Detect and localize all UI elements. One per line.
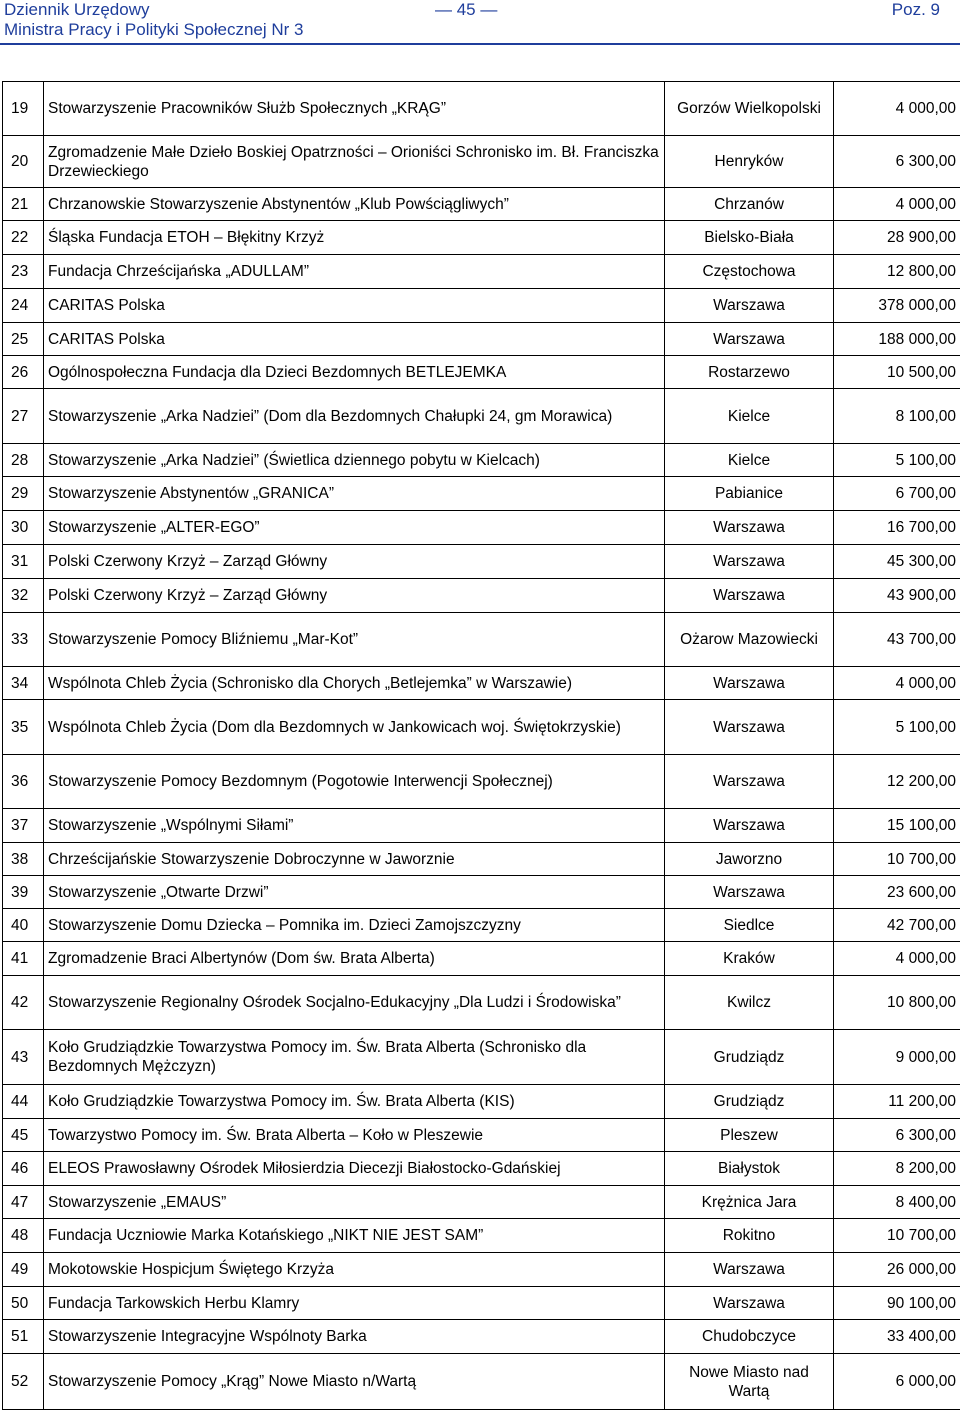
- table-row: [3, 667, 960, 700]
- city: Grudziądz: [665, 1030, 834, 1085]
- city: Warszawa: [665, 1253, 834, 1287]
- organization-name: Stowarzyszenie „Otwarte Drzwi”: [44, 876, 665, 909]
- city: Pleszew: [665, 1119, 834, 1152]
- city: Częstochowa: [665, 255, 834, 289]
- row-number: 48: [3, 1219, 44, 1253]
- amount: 188 000,00: [834, 323, 960, 356]
- amount: 90 100,00: [834, 1287, 960, 1320]
- table-row: [3, 809, 960, 843]
- organization-name: Koło Grudziądzkie Towarzystwa Pomocy im. Św. Brata Alberta (Schronisko dla Bezdomnych Mężczyzn): [44, 1030, 665, 1085]
- organization-name: Stowarzyszenie „Arka Nadziei” (Dom dla Bezdomnych Chałupki 24, gm Morawica): [44, 389, 665, 444]
- city: Kielce: [665, 444, 834, 477]
- row-number: 47: [3, 1186, 44, 1219]
- amount: 11 200,00: [834, 1085, 960, 1119]
- organization-name: Mokotowskie Hospicjum Świętego Krzyża: [44, 1253, 665, 1287]
- table-row: [3, 511, 960, 545]
- table-row: [3, 1219, 960, 1253]
- row-number: 24: [3, 289, 44, 323]
- row-number: 25: [3, 323, 44, 356]
- amount: 26 000,00: [834, 1253, 960, 1287]
- amount: 45 300,00: [834, 545, 960, 579]
- table-row: [3, 976, 960, 1030]
- page-header: [0, 0, 960, 44]
- table-row: [3, 1030, 960, 1085]
- table-row: [3, 82, 960, 136]
- city: Bielsko-Biała: [665, 221, 834, 255]
- organizations-table: [2, 81, 960, 1410]
- city: Henryków: [665, 136, 834, 188]
- table-row: [3, 323, 960, 356]
- organization-name: Wspólnota Chleb Życia (Dom dla Bezdomnych w Jankowicach woj. Świętokrzyskie): [44, 700, 665, 755]
- amount: 8 400,00: [834, 1186, 960, 1219]
- amount: 4 000,00: [834, 82, 960, 136]
- amount: 10 700,00: [834, 843, 960, 876]
- amount: 43 900,00: [834, 579, 960, 613]
- row-number: 44: [3, 1085, 44, 1119]
- city: Ożarow Mazowiecki: [665, 613, 834, 667]
- header-divider: [0, 43, 960, 45]
- organization-name: Stowarzyszenie Regionalny Ośrodek Socjalno-Edukacyjny „Dla Ludzi i Środowiska”: [44, 976, 665, 1030]
- city: Warszawa: [665, 755, 834, 809]
- row-number: 30: [3, 511, 44, 545]
- organization-name: Chrześcijańskie Stowarzyszenie Dobroczynne w Jaworznie: [44, 843, 665, 876]
- table-row: [3, 1152, 960, 1186]
- organization-name: Śląska Fundacja ETOH – Błękitny Krzyż: [44, 221, 665, 255]
- ministry-name: Ministra Pracy i Polityki Społecznej Nr 3: [4, 20, 304, 39]
- organization-name: Stowarzyszenie Pomocy Bezdomnym (Pogotowie Interwencji Społecznej): [44, 755, 665, 809]
- organization-name: Stowarzyszenie Pomocy „Krąg” Nowe Miasto n/Wartą: [44, 1354, 665, 1410]
- amount: 33 400,00: [834, 1320, 960, 1354]
- table-body: [3, 82, 960, 1410]
- organization-name: Polski Czerwony Krzyż – Zarząd Główny: [44, 545, 665, 579]
- city: Jaworzno: [665, 843, 834, 876]
- table-row: [3, 1186, 960, 1219]
- table-row: [3, 356, 960, 389]
- amount: 5 100,00: [834, 444, 960, 477]
- amount: 6 000,00: [834, 1354, 960, 1410]
- amount: 23 600,00: [834, 876, 960, 909]
- row-number: 34: [3, 667, 44, 700]
- amount: 378 000,00: [834, 289, 960, 323]
- row-number: 21: [3, 188, 44, 221]
- amount: 43 700,00: [834, 613, 960, 667]
- row-number: 36: [3, 755, 44, 809]
- city: Pabianice: [665, 477, 834, 511]
- row-number: 26: [3, 356, 44, 389]
- organization-name: CARITAS Polska: [44, 289, 665, 323]
- table-row: [3, 1119, 960, 1152]
- organization-name: Ogólnospołeczna Fundacja dla Dzieci Bezdomnych BETLEJEMKA: [44, 356, 665, 389]
- row-number: 23: [3, 255, 44, 289]
- amount: 12 800,00: [834, 255, 960, 289]
- amount: 15 100,00: [834, 809, 960, 843]
- organization-name: Koło Grudziądzkie Towarzystwa Pomocy im. Św. Brata Alberta (KIS): [44, 1085, 665, 1119]
- city: Grudziądz: [665, 1085, 834, 1119]
- organization-name: Wspólnota Chleb Życia (Schronisko dla Chorych „Betlejemka” w Warszawie): [44, 667, 665, 700]
- city: Warszawa: [665, 1287, 834, 1320]
- row-number: 22: [3, 221, 44, 255]
- table-row: [3, 1085, 960, 1119]
- row-number: 20: [3, 136, 44, 188]
- organization-name: Stowarzyszenie Abstynentów „GRANICA”: [44, 477, 665, 511]
- row-number: 27: [3, 389, 44, 444]
- row-number: 40: [3, 909, 44, 942]
- organization-name: Fundacja Uczniowie Marka Kotańskiego „NIKT NIE JEST SAM”: [44, 1219, 665, 1253]
- city: Warszawa: [665, 579, 834, 613]
- amount: 6 300,00: [834, 1119, 960, 1152]
- table-row: [3, 444, 960, 477]
- organization-name: Zgromadzenie Małe Dzieło Boskiej Opatrzności – Orioniści Schronisko im. Bł. Franciszka Drzewieckiego: [44, 136, 665, 188]
- row-number: 46: [3, 1152, 44, 1186]
- table-row: [3, 221, 960, 255]
- table-row: [3, 1354, 960, 1410]
- city: Gorzów Wielkopolski: [665, 82, 834, 136]
- organization-name: Stowarzyszenie Pomocy Bliźniemu „Mar-Kot”: [44, 613, 665, 667]
- city: Warszawa: [665, 545, 834, 579]
- amount: 10 800,00: [834, 976, 960, 1030]
- organization-name: Fundacja Chrześcijańska „ADULLAM”: [44, 255, 665, 289]
- journal-title: Dziennik Urzędowy: [4, 0, 150, 19]
- organization-name: Stowarzyszenie Pracowników Służb Społecznych „KRĄG”: [44, 82, 665, 136]
- amount: 5 100,00: [834, 700, 960, 755]
- organization-name: CARITAS Polska: [44, 323, 665, 356]
- city: Chrzanów: [665, 188, 834, 221]
- row-number: 52: [3, 1354, 44, 1410]
- row-number: 28: [3, 444, 44, 477]
- city: Nowe Miasto nad Wartą: [665, 1354, 834, 1410]
- table-row: [3, 255, 960, 289]
- table-row: [3, 700, 960, 755]
- amount: 8 100,00: [834, 389, 960, 444]
- amount: 10 500,00: [834, 356, 960, 389]
- city: Kwilcz: [665, 976, 834, 1030]
- page-number: — 45 —: [435, 0, 498, 19]
- row-number: 19: [3, 82, 44, 136]
- organization-name: Stowarzyszenie „ALTER-EGO”: [44, 511, 665, 545]
- table-row: [3, 136, 960, 188]
- amount: 4 000,00: [834, 667, 960, 700]
- table-row: [3, 1253, 960, 1287]
- city: Warszawa: [665, 876, 834, 909]
- amount: 42 700,00: [834, 909, 960, 942]
- table-row: [3, 613, 960, 667]
- row-number: 33: [3, 613, 44, 667]
- city: Kielce: [665, 389, 834, 444]
- organization-name: Stowarzyszenie „EMAUS”: [44, 1186, 665, 1219]
- organization-name: Stowarzyszenie Domu Dziecka – Pomnika im. Dzieci Zamojszczyzny: [44, 909, 665, 942]
- row-number: 39: [3, 876, 44, 909]
- row-number: 43: [3, 1030, 44, 1085]
- city: Warszawa: [665, 700, 834, 755]
- amount: 28 900,00: [834, 221, 960, 255]
- organization-name: Stowarzyszenie „Wspólnymi Siłami”: [44, 809, 665, 843]
- table-row: [3, 477, 960, 511]
- city: Warszawa: [665, 323, 834, 356]
- city: Warszawa: [665, 667, 834, 700]
- table-row: [3, 1320, 960, 1354]
- city: Kraków: [665, 942, 834, 976]
- amount: 4 000,00: [834, 942, 960, 976]
- row-number: 37: [3, 809, 44, 843]
- table-row: [3, 876, 960, 909]
- row-number: 45: [3, 1119, 44, 1152]
- organization-name: Chrzanowskie Stowarzyszenie Abstynentów „Klub Powściągliwych”: [44, 188, 665, 221]
- city: Siedlce: [665, 909, 834, 942]
- table-row: [3, 545, 960, 579]
- row-number: 29: [3, 477, 44, 511]
- amount: 8 200,00: [834, 1152, 960, 1186]
- city: Warszawa: [665, 511, 834, 545]
- table-row: [3, 289, 960, 323]
- organization-name: ELEOS Prawosławny Ośrodek Miłosierdzia Diecezji Białostocko-Gdańskiej: [44, 1152, 665, 1186]
- row-number: 31: [3, 545, 44, 579]
- city: Krężnica Jara: [665, 1186, 834, 1219]
- amount: 6 300,00: [834, 136, 960, 188]
- amount: 4 000,00: [834, 188, 960, 221]
- table-row: [3, 579, 960, 613]
- row-number: 51: [3, 1320, 44, 1354]
- city: Rokitno: [665, 1219, 834, 1253]
- position-number: Poz. 9: [891, 0, 940, 19]
- organization-name: Fundacja Tarkowskich Herbu Klamry: [44, 1287, 665, 1320]
- organization-name: Towarzystwo Pomocy im. Św. Brata Alberta – Koło w Pleszewie: [44, 1119, 665, 1152]
- organization-name: Stowarzyszenie Integracyjne Wspólnoty Barka: [44, 1320, 665, 1354]
- amount: 16 700,00: [834, 511, 960, 545]
- city: Warszawa: [665, 809, 834, 843]
- row-number: 41: [3, 942, 44, 976]
- organization-name: Zgromadzenie Braci Albertynów (Dom św. Brata Alberta): [44, 942, 665, 976]
- table-row: [3, 909, 960, 942]
- row-number: 32: [3, 579, 44, 613]
- organization-name: Polski Czerwony Krzyż – Zarząd Główny: [44, 579, 665, 613]
- table-row: [3, 942, 960, 976]
- row-number: 49: [3, 1253, 44, 1287]
- table-row: [3, 755, 960, 809]
- table-row: [3, 843, 960, 876]
- organization-name: Stowarzyszenie „Arka Nadziei” (Świetlica dziennego pobytu w Kielcach): [44, 444, 665, 477]
- city: Białystok: [665, 1152, 834, 1186]
- city: Rostarzewo: [665, 356, 834, 389]
- amount: 6 700,00: [834, 477, 960, 511]
- table-row: [3, 1287, 960, 1320]
- amount: 12 200,00: [834, 755, 960, 809]
- row-number: 38: [3, 843, 44, 876]
- table-row: [3, 188, 960, 221]
- amount: 9 000,00: [834, 1030, 960, 1085]
- row-number: 42: [3, 976, 44, 1030]
- city: Chudobczyce: [665, 1320, 834, 1354]
- row-number: 50: [3, 1287, 44, 1320]
- row-number: 35: [3, 700, 44, 755]
- table-row: [3, 389, 960, 444]
- amount: 10 700,00: [834, 1219, 960, 1253]
- city: Warszawa: [665, 289, 834, 323]
